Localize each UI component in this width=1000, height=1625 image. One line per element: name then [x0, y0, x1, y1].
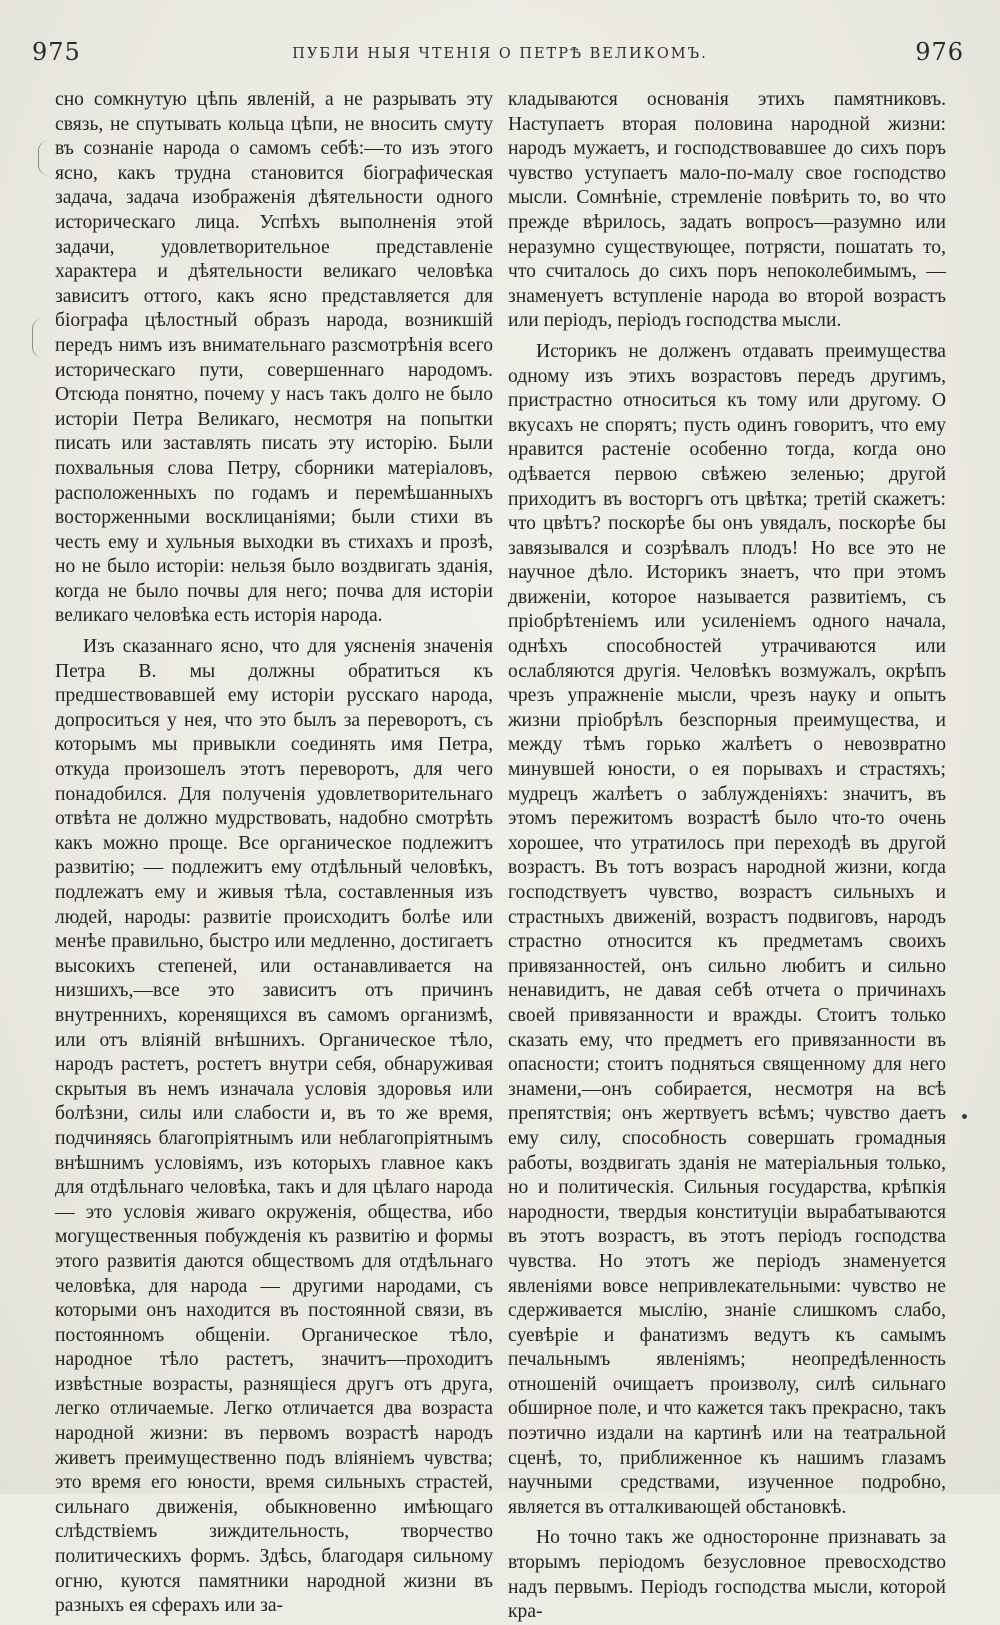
- right-paragraph-2: Историкъ не долженъ отдавать преимущества одному изъ этихъ возрастовъ передъ другимъ, пристрастно относиться къ тому или другому. О вкусахъ не спорятъ; пусть одинъ говоритъ, что ему нравится растеніе особенно тогда, когда оно одѣвается первою свѣжею зеленью; другой приходитъ въ восторгъ отъ цвѣтка; третій скажетъ: что цвѣтъ? поскорѣе бы онъ увядалъ, поскорѣе бы завязывался и созрѣвалъ плодъ! Но все это не научное дѣло. Историкъ знаетъ, что при этомъ движеніи, которое называется развитіемъ, съ пріобрѣтеніемъ или усиленіемъ одного начала, однѣхъ способностей утрачиваются или ослабляются другія. Человѣкъ возмужалъ, окрѣпъ чрезъ упражненіе мысли, чрезъ науку и опытъ жизни пріобрѣлъ безспорныя преимущества, и между тѣмъ горько жалѣетъ о невозвратно минувшей юности, о ея порывахъ и страстяхъ; мудрецъ жалѣетъ о заблужденіяхъ: значитъ, въ этомъ пережитомъ возрастѣ было что-то очень хорошее, что утратилось при переходѣ въ другой возрастъ. Въ тотъ возрасъ народной жизни, когда господствуетъ чувство, возрастъ сильныхъ и страстныхъ движеній, возрастъ подвиговъ, народъ страстно относится къ предметамъ своихъ привязанностей, онъ сильно любитъ и сильно ненавидитъ, не давая себѣ отчета о причинахъ своей привязанности и вражды. Стоитъ только сказать ему, что предметъ его привязанности въ опасности; стоитъ подняться священному для него знамени,—онъ собирается, несмотря на всѣ препятствія; онъ жертвуетъ всѣмъ; чувство даетъ ему силу, способность совершать громадныя работы, воздвигать зданія не матеріальныя только, но и политическія. Сильныя государства, крѣпкія народности, твердыя конституціи вырабатываются въ этотъ возрастъ, въ этотъ періодъ господства чувства. Но этотъ же періодъ знаменуется явленіями вовсе непривлекательными: чувство не сдерживается мыслію, знаніе слишкомъ слабо, суевѣріе и фанатизмъ ведутъ къ самымъ печальнымъ явленіямъ; неопредѣленность отношеній очищаетъ произволу, силѣ сильнаго обширное поле, и что кажется такъ прекрасно, такъ поэтично издали на картинѣ или на театральной сценѣ, то, приближенное къ нашимъ глазамъ научными средствами, изученное подробно, является въ отталкивающей обстановкѣ.: [508, 340, 946, 1518]
- left-column: [55, 88, 493, 1619]
- margin-pencil-mark: [38, 140, 49, 176]
- right-page-number: 976: [915, 38, 964, 66]
- running-title: ПУБЛИ НЫЯ ЧТЕНІЯ О ПЕТРѢ ВЕЛИКОМЪ.: [292, 46, 708, 62]
- page-header: [30, 38, 970, 78]
- right-column: [508, 88, 946, 1625]
- left-page-number: 975: [32, 38, 81, 66]
- left-paragraph-2: Изъ сказаннаго ясно, что для уясненія значенія Петра В. мы должны обратиться къ предшествовавшей ему исторіи русскаго народа, допроситься у нея, что это былъ за переворотъ, съ которымъ мы привыкли соединять имя Петра, откуда произошелъ этотъ переворотъ, для чего понадобился. Для полученія удовлетворительнаго отвѣта не должно мудрствовать, надобно смотрѣть какъ можно проще. Все органическое подлежитъ развитію; — подлежитъ ему отдѣльный человѣкъ, подлежатъ ему и живыя тѣла, составленныя изъ людей, народы: развитіе происходитъ болѣе или менѣе правильно, быстро или медленно, достигаетъ высокихъ степеней, или останавливается на низшихъ,—все это зависитъ отъ причинъ внутреннихъ, коренящихся въ самомъ организмѣ, или отъ вліяній внѣшнихъ. Органическое тѣло, народъ растетъ, ростетъ внутри себя, обнаруживая скрытыя въ немъ изначала условія здоровья или болѣзни, силы или слабости и, въ то же время, подчиняясь благопріятнымъ или неблагопріятнымъ внѣшнимъ условіямъ, изъ которыхъ главное какъ для отдѣльнаго человѣка, такъ и для цѣлаго народа — это условія живаго окруженія, общества, ибо могущественныя побужденія къ развитію и формы этого развитія даются обществомъ для отдѣльнаго человѣка, для народа — другими народами, съ которыми онъ находится въ постоянной связи, въ постоянномъ общеніи. Органическое тѣло, народное тѣло растетъ, значитъ—проходитъ извѣстные возрасты, разнящіеся другъ отъ друга, легко отличаемые. Легко отличается два возраста народной жизни: въ первомъ возрастѣ народъ живетъ преимущественно подъ вліяніемъ чувства; это время его юности, время сильныхъ страстей, сильнаго движенія, обыкновенно имѣющаго слѣдствіемъ зиждительность, творчество политическихъ формъ. Здѣсь, благодаря сильному огню, куются памятники народной жизни въ разныхъ ея сферахъ или за-: [55, 636, 493, 1617]
- margin-pencil-mark: [32, 318, 43, 358]
- margin-dot-mark: [962, 1114, 967, 1119]
- right-paragraph-1: кладываются основанія этихъ памятниковъ. Наступаетъ вторая половина народной жизни: народъ мужаетъ, и господствовавшее до сихъ поръ чувство уступаетъ мало-по-малу свое господство мысли. Сомнѣніе, стремленіе повѣрить то, во что прежде вѣрилось, задать вопросъ—разумно или неразумно существующее, потрясти, пошатать то, что считалось до сихъ поръ непоколебимымъ, — знаменуетъ вступленіе народа во второй возрастъ или періодъ, періодъ господства мысли.: [508, 89, 946, 332]
- right-paragraph-3: Но точно такъ же односторонне признавать за вторымъ періодомъ безусловное превосходство надъ первымъ. Періодъ господства мысли, которой кра-: [508, 1527, 946, 1623]
- left-paragraph-1: сно сомкнутую цѣпь явленій, а не разрывать эту связь, не спутывать кольца цѣпи, не вносить смуту въ сознаніе народа о самомъ себѣ:—то изъ этого ясно, какъ трудна становится біографическая задача, задача изображенія дѣятельности одного историческаго лица. Успѣхъ выполненія этой задачи, удовлетворительное представленіе характера и дѣятельности великаго человѣка зависитъ оттого, какъ ясно представляется для біографа цѣлостный образъ народа, возникшій передъ нимъ изъ внимательнаго разсмотрѣнія всего историческаго пути, совершеннаго народомъ. Отсюда понятно, почему у насъ такъ долго не было исторіи Петра Великаго, несмотря на попытки писать или заставлять писать эту исторію. Были похвальныя слова Петру, сборники матеріаловъ, расположенныхъ по годамъ и перемѣшанныхъ восторженными восклицаніями; были стихи въ честь ему и хульныя выходки въ стихахъ и прозѣ, но не было исторіи: нельзя было воздвигать зданія, когда не было почвы для него; почва для исторіи великаго человѣка есть исторія народа.: [55, 89, 493, 627]
